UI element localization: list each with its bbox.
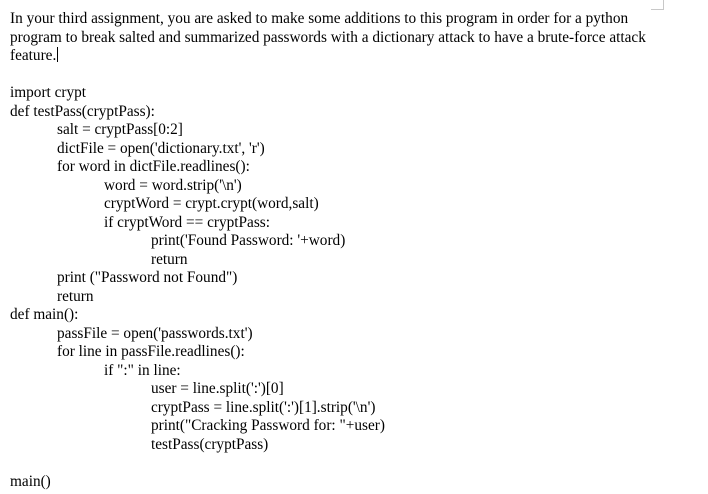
code-line: salt = cryptPass[0:2] xyxy=(57,121,183,138)
code-line: main() xyxy=(10,472,51,490)
code-line: dictFile = open('dictionary.txt', 'r') xyxy=(57,139,265,157)
code-line: def testPass(cryptPass): xyxy=(10,102,155,120)
code-line: testPass(cryptPass) xyxy=(151,435,269,453)
code-line: import crypt xyxy=(10,84,87,101)
code-line: for word in dictFile.readlines(): xyxy=(57,158,250,175)
code-line: def main(): xyxy=(10,306,79,323)
code-line: if cryptWord == cryptPass: xyxy=(104,213,270,231)
assignment-paragraph[interactable] xyxy=(10,10,650,66)
code-blank-line xyxy=(10,454,690,473)
assignment-text: In your third assignment, you are asked to make some additions to this program in order for a python program to break salted and summarized passwords with a dictionary attack to have a brute-force attack feature. xyxy=(10,10,646,64)
code-line: cryptWord = crypt.crypt(word,salt) xyxy=(104,195,319,212)
code-line: return xyxy=(57,287,94,305)
text-cursor xyxy=(57,47,58,62)
page-corner-marker xyxy=(651,0,664,10)
code-line: passFile = open('passwords.txt') xyxy=(57,324,253,342)
code-line: word = word.strip('\n') xyxy=(104,176,242,194)
code-line: if ":" in line: xyxy=(104,361,181,379)
code-line: return xyxy=(151,250,188,268)
code-line: print('Found Password: '+word) xyxy=(151,232,346,249)
code-line: cryptPass = line.split(':')[1].strip('\n') xyxy=(151,398,376,416)
code-line: user = line.split(':')[0] xyxy=(151,380,284,397)
code-line: for line in passFile.readlines(): xyxy=(57,343,245,360)
code-line: print("Cracking Password for: "+user) xyxy=(151,417,385,434)
code-listing[interactable] xyxy=(10,84,690,491)
code-line: print ("Password not Found") xyxy=(57,269,238,286)
